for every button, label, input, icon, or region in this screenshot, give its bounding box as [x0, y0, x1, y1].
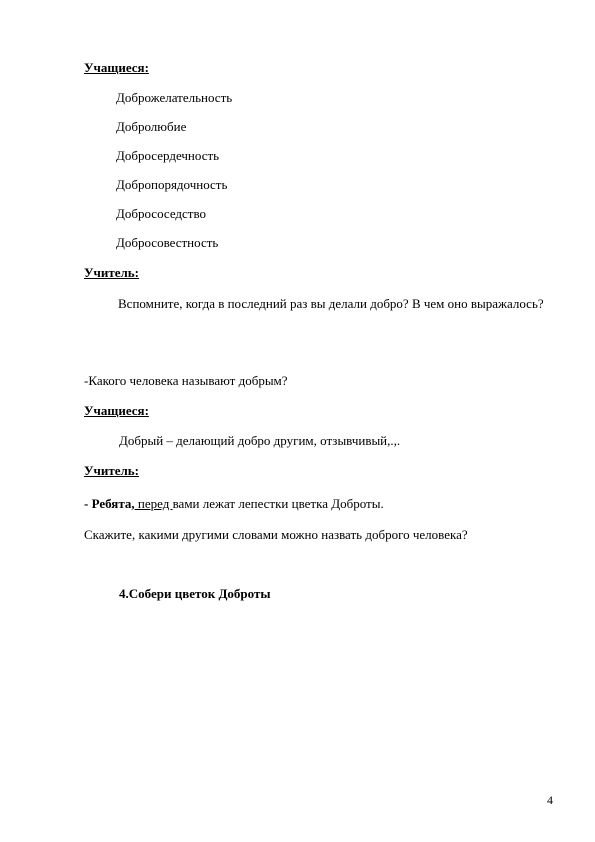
list-item: Добролюбие — [116, 119, 187, 134]
list-item: Добропорядочность — [116, 177, 228, 192]
teacher-paragraph: Вспомните, когда в последний раз вы делали добро? В чем оно выражалось? — [118, 296, 544, 311]
instruction-rest: вами лежат лепестки цветка Доброты. — [172, 496, 384, 511]
list-item: Добрососедство — [116, 206, 207, 221]
list-item: Доброжелательность — [116, 90, 233, 105]
question-line: -Какого человека называют добрым? — [84, 373, 288, 388]
list-item: Добросердечность — [116, 148, 220, 163]
instruction-underlined: перед — [134, 496, 173, 511]
instruction-bold: - Ребята, — [84, 496, 135, 511]
teacher-heading-1: Учитель: — [84, 265, 140, 280]
teacher-heading-2: Учитель: — [84, 463, 140, 478]
answer-line: Добрый – делающий добро другим, отзывчивый,.,. — [119, 433, 401, 448]
instruction-line — [84, 496, 384, 512]
list-item: Добросовестность — [116, 235, 219, 250]
students-heading-2: Учащиеся: — [84, 403, 149, 418]
question-paragraph: Скажите, какими другими словами можно назвать доброго человека? — [84, 527, 468, 542]
section-heading: 4.Собери цветок Доброты — [119, 586, 271, 601]
page-number: 4 — [547, 793, 553, 807]
students-heading-1: Учащиеся: — [84, 60, 149, 75]
